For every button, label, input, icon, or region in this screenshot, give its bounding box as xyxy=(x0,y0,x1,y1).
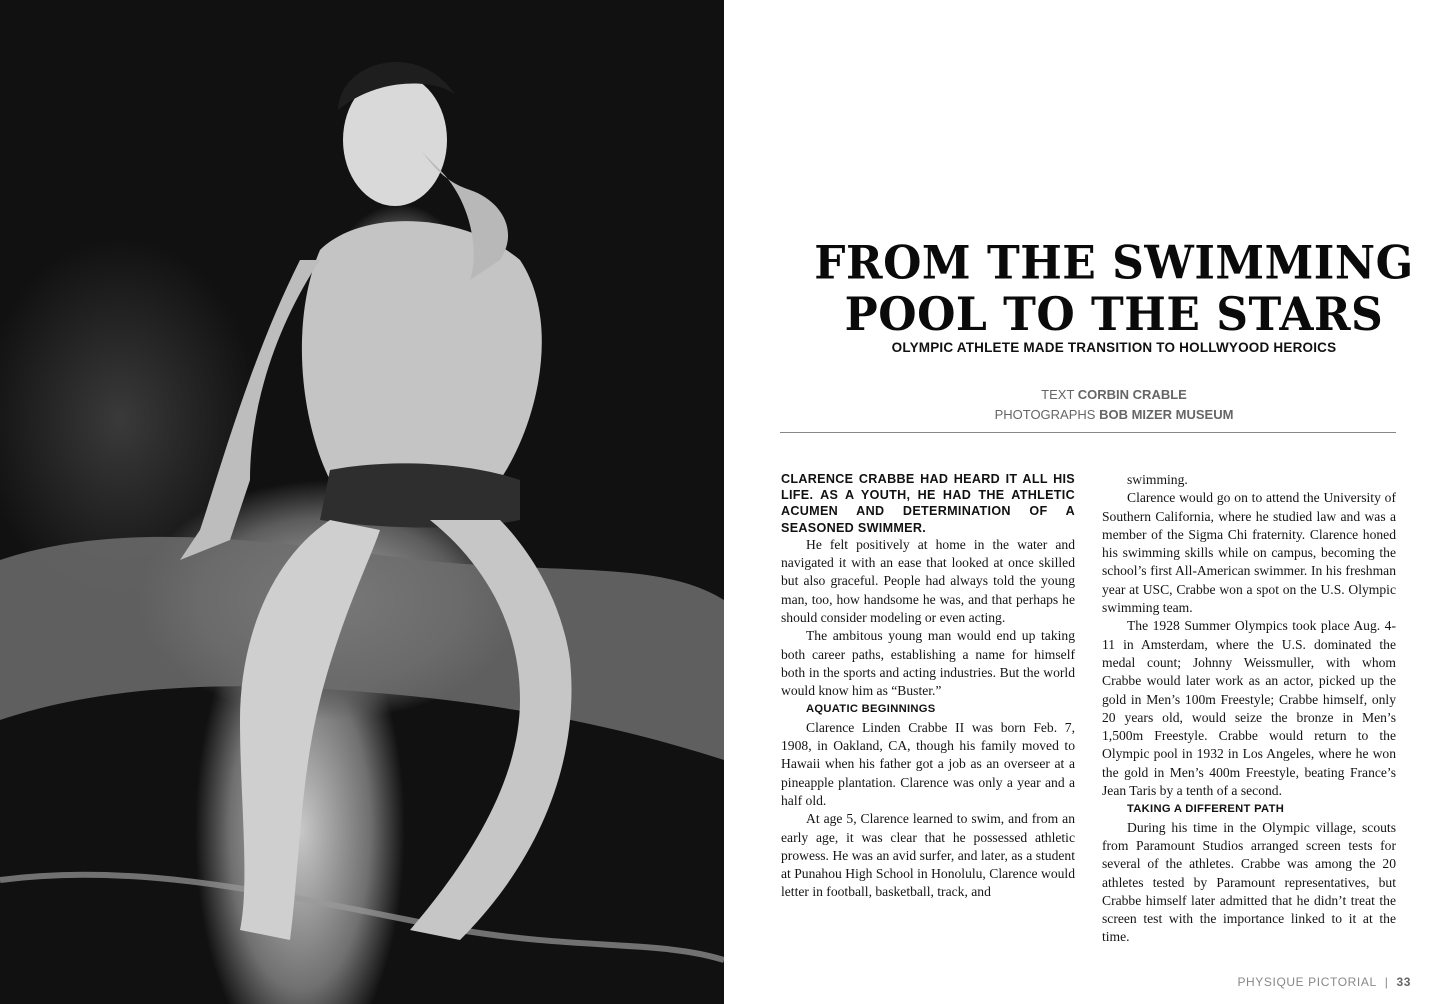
body-paragraph: The 1928 Summer Olympics took place Aug. 4-11 in Amsterdam, where the U.S. dominated the medal count; Johnny Weissmuller, with whom Crabbe would later work as an actor, picked up the gold in Men’s 100m Freestyle; Crabbe himself, only 20 years old, would seize the bronze in Men’s 1,500m Freestyle. Crabbe would return to the Olympic pool in 1932 in Los Angeles, where he won the gold in Men’s 400m Freestyle, beating France’s Jean Taris by a tenth of a second. xyxy=(1102,618,1396,799)
body-paragraph: swimming. xyxy=(1127,472,1188,487)
text-credit-label: TEXT xyxy=(1041,387,1075,402)
publication-name: PHYSIQUE PICTORIAL xyxy=(1237,975,1377,989)
page-footer xyxy=(1237,975,1411,989)
text-credit xyxy=(764,385,1445,405)
body-paragraph: He felt positively at home in the water and navigated it with an ease that looked at once skilled but also graceful. People had always told the young man, too, how handsome he was, and that perhaps he should consider modeling or even acting. xyxy=(781,536,1075,625)
body-paragraph: Clarence would go on to attend the University of Southern California, where he studied law and was a member of the Sigma Chi fraternity. Clarence honed his swimming skills while on campus, becoming the school’s first All-American swimmer. In his freshman year at USC, Crabbe won a spot on the U.S. Olympic swimming team. xyxy=(1102,490,1396,616)
folio-separator: | xyxy=(1384,975,1389,989)
photo-credit-label: PHOTOGRAPHS xyxy=(994,407,1096,422)
body-paragraph: During his time in the Olympic village, scouts from Paramount Studios arranged screen tests for several of the athletes. Crabbe was among the 20 athletes tested by Paramount representatives, but Crabbe himself later admitted that he didn’t treat the screen test with the importance linked to it at the time. xyxy=(1102,819,1396,945)
body-paragraph: The ambitous young man would end up taking both career paths, establishing a name for himself both in the sports and acting industries. But the world would know him as “Buster.” xyxy=(781,628,1075,699)
lead-paragraph: CLARENCE CRABBE HAD HEARD IT ALL HIS LIFE. AS A YOUTH, HE HAD THE ATHLETIC ACUMEN AND DETERMINATION OF A SEASONED SWIMMER. xyxy=(781,472,1075,535)
article-deck: OLYMPIC ATHLETE MADE TRANSITION TO HOLLWYOOD HEROICS xyxy=(891,340,1337,355)
article-column-2 xyxy=(1102,471,1396,947)
credits-divider xyxy=(780,432,1396,433)
body-paragraph: Clarence Linden Crabbe II was born Feb. 7, 1908, in Oakland, CA, though his family moved to Hawaii when his father got a job as an overseer at a pineapple plantation. Clarence was only a year and a half old. xyxy=(781,719,1075,808)
photo-credit-name: BOB MIZER MUSEUM xyxy=(1099,407,1234,422)
text-credit-name: CORBIN CRABLE xyxy=(1077,387,1187,402)
photo-credit xyxy=(764,405,1445,425)
subhead-taking-a-different-path: TAKING A DIFFERENT PATH xyxy=(1127,803,1285,816)
body-paragraph: At age 5, Clarence learned to swim, and from an early age, it was clear that he possessed athletic prowess. He was an avid surfer, and later, as a student at Punahou High School in Honolulu, Clarence would letter in football, basketball, track, and xyxy=(781,811,1075,900)
article-headline: FROM THE SWIMMING POOL TO THE STARS xyxy=(814,236,1414,342)
subhead-aquatic-beginnings: AQUATIC BEGINNINGS xyxy=(806,703,936,716)
article-column-1 xyxy=(781,471,1075,902)
article-page xyxy=(724,0,1445,1004)
article-credits xyxy=(764,385,1445,425)
page-number: 33 xyxy=(1396,975,1411,989)
